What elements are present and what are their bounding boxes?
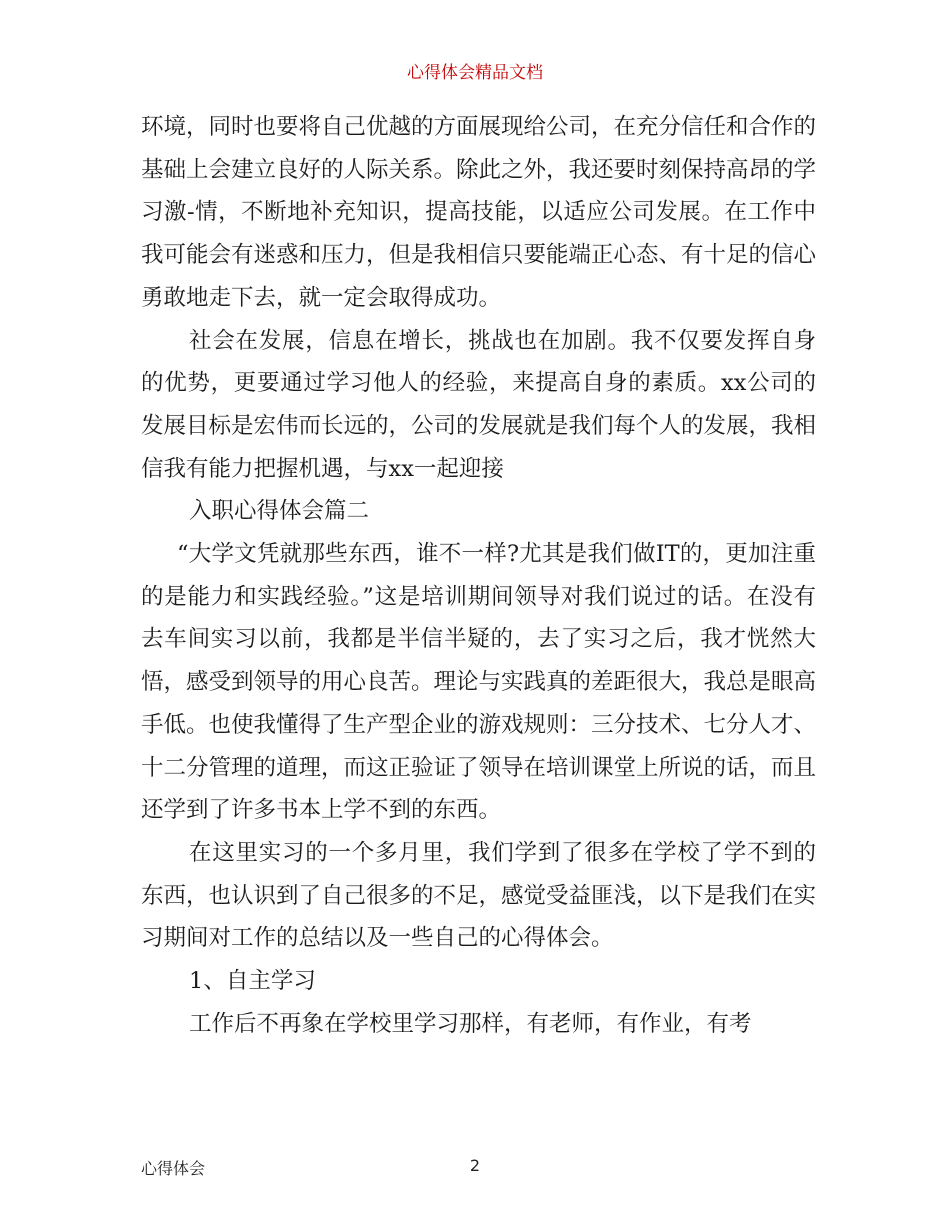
page-number: 2 xyxy=(469,1156,481,1175)
paragraph-3: “大学文凭就那些东西，谁不一样?尤其是我们做IT的，更加注重的是能力和实践经验。”这是培训期间领导对我们说过的话。在没有去车间实习以前，我都是半信半疑的，去了实习之后，我才恍然大悟，感受到领导的用心良苦。理论与实践真的差距很大，我总是眼高手低。也使我懂得了生产型企业的游戏规则：三分技术、七分人才、十二分管理的道理，而这正验证了领导在培训课堂上所说的话，而且还学到了许多书本上学不到的东西。 xyxy=(141,541,817,824)
document-body xyxy=(141,106,816,1045)
paragraph-1: 环境，同时也要将自己优越的方面展现给公司，在充分信任和合作的基础上会建立良好的人际关系。除此之外，我还要时刻保持高昂的学习激-情，不断地补充知识，提高技能，以适应公司发展。在工作中我可能会有迷惑和压力，但是我相信只要能端正心态、有十足的信心勇敢地走下去，就一定会取得成功。 xyxy=(141,114,817,311)
paragraph-4: 在这里实习的一个多月里，我们学到了很多在学校了学不到的东西，也认识到了自己很多的不足，感觉受益匪浅，以下是我们在实习期间对工作的总结以及一些自己的心得体会。 xyxy=(141,839,817,952)
subheading-self-study: 1、自主学习 xyxy=(189,968,316,995)
page-header-title: 心得体会精品文档 xyxy=(407,63,543,83)
footer-label: 心得体会 xyxy=(141,1159,206,1178)
paragraph-2: 社会在发展，信息在增长，挑战也在加剧。我不仅要发挥自身的优势，更要通过学习他人的经验，来提高自身的素质。xx公司的发展目标是宏伟而长远的，公司的发展就是我们每个人的发展，我相信我有能力把握机遇，与xx一起迎接 xyxy=(141,327,817,482)
section-heading: 入职心得体会篇二 xyxy=(189,498,370,525)
paragraph-5: 工作后不再象在学校里学习那样，有老师，有作业，有考 xyxy=(189,1010,752,1037)
